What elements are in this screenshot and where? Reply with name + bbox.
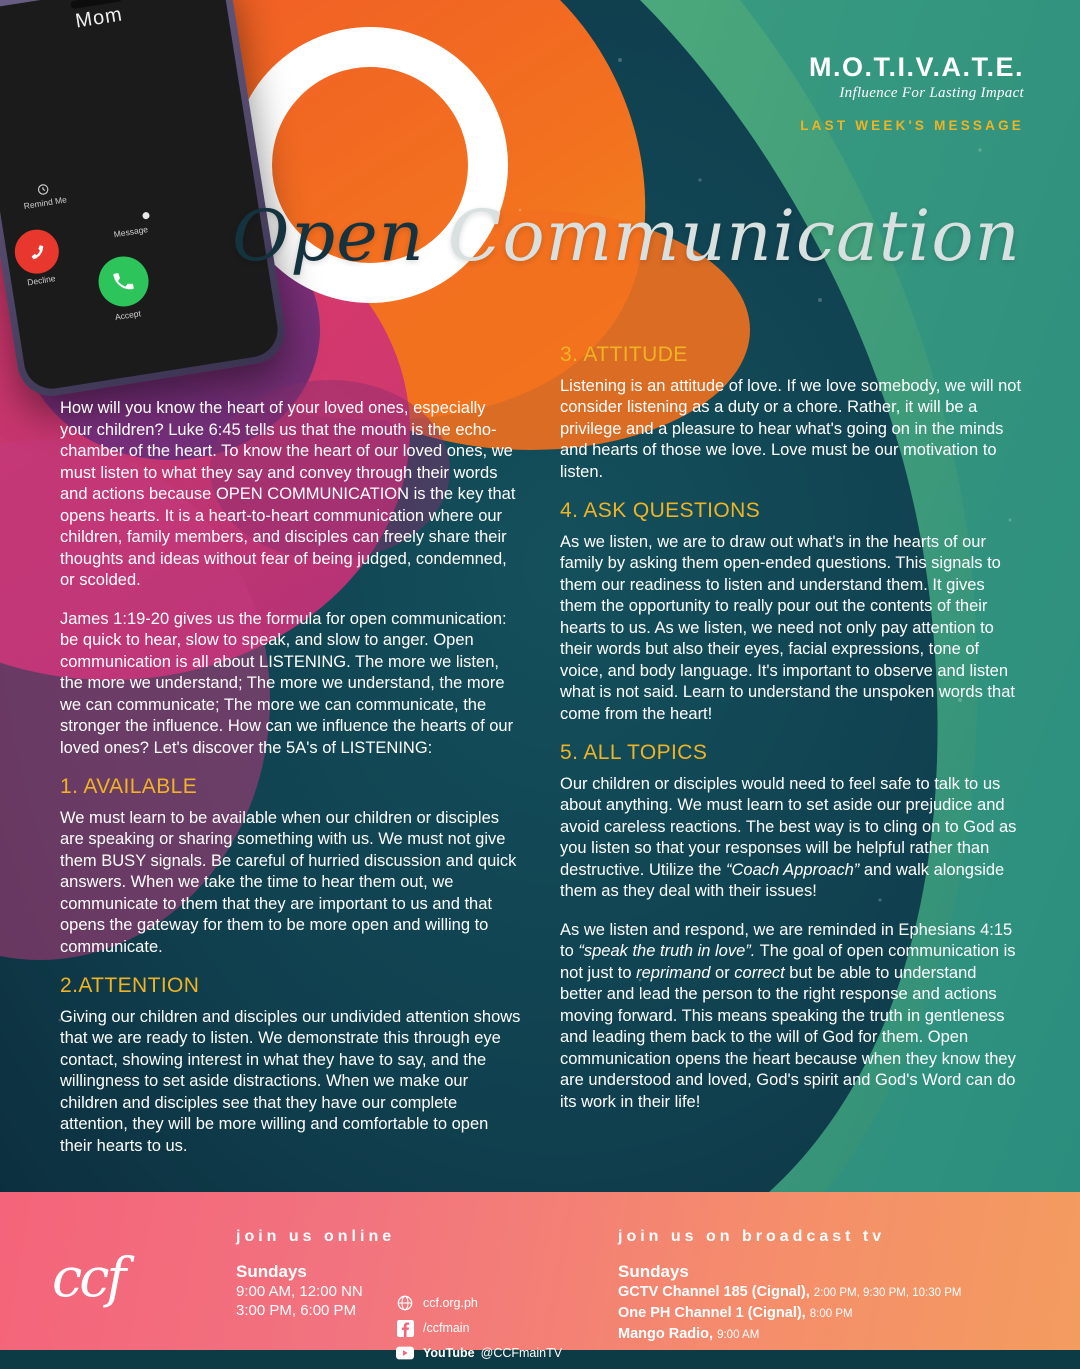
- reprimand-word: reprimand: [636, 963, 711, 982]
- online-times-1: 9:00 AM, 12:00 NN: [236, 1283, 363, 1300]
- motivate-title: M.O.T.I.V.A.T.E.: [808, 52, 1024, 82]
- join-broadcast-heading: join us on broadcast tv: [618, 1228, 886, 1245]
- ccf-logo: [52, 1244, 144, 1325]
- social-links: [396, 1294, 606, 1369]
- all-topics-text-a: Our children or disciples would need to feel safe to talk to us about anything. We must learn to set aside our prejudice and avoid careless reactions. The best way is to cling on to God as you listen so that your responses will be helpful rather than destructive. Utilize the: [560, 774, 1017, 879]
- all-topics-text-b: and walk alongside them as they deal with their issues!: [560, 860, 1005, 900]
- page-title: [232, 195, 1021, 277]
- facebook-label: /ccfmain: [423, 1321, 470, 1335]
- tv-channel-0: GCTV Channel 185 (Cignal),: [618, 1284, 810, 1300]
- tv-times-0: 2:00 PM, 9:30 PM, 10:30 PM: [813, 1287, 962, 1299]
- phone-mockup: [0, 0, 260, 382]
- ephesians-text-b: The goal of open communication is not just to: [560, 942, 1016, 982]
- heading-attitude: 3. ATTITUDE: [560, 343, 688, 366]
- ephesians-text-d: but be able to understand better and lead the person to the right response and actions moving forward. This means speaking the truth in gentleness and leading them back to the will of God for them. Open communication opens the heart because when they know they are understood and loved, God's spirit and God's Word can do its work in their life!: [560, 963, 1016, 1111]
- youtube-icon: [396, 1344, 414, 1362]
- youtube-handle-label: @CCFmainTV: [480, 1346, 563, 1360]
- website-label: ccf.org.ph: [423, 1296, 478, 1310]
- facebook-link[interactable]: [396, 1319, 606, 1337]
- intro-paragraph-1: How will you know the heart of your loved ones, especially your children? Luke 6:45 tells us that the mouth is the echo-chamber of the heart. To know the heart of our loved ones, we must listen to what they say and convey through their words and actions because OPEN COMMUNICATION is the key that opens hearts. It is a heart-to-heart communication where our children, family members, and disciples can freely share their thoughts and ideas without fear of being judged, condemned, or scolded.: [60, 399, 516, 589]
- motivate-branding: [800, 52, 1024, 133]
- message-dot-icon: [142, 212, 150, 220]
- caller-name: Mom: [73, 3, 125, 33]
- tv-sundays-label: Sundays: [618, 1262, 689, 1281]
- phone-hangup-icon: [24, 239, 49, 264]
- ccf-logo-icon: [52, 1244, 144, 1314]
- paragraph-attention: Giving our children and disciples our undivided attention shows that we are ready to listen. We demonstrate this through eye contact, showing interest in what they have to say, and the willingness to set aside distractions. When we make our children and disciples see that they have our complete attention, they will be more willing and comfortable to open their hearts to us.: [60, 1007, 521, 1155]
- online-sundays-label: Sundays: [236, 1262, 307, 1281]
- globe-icon: [396, 1294, 414, 1312]
- phone-icon: [110, 268, 137, 295]
- accept-call-button[interactable]: [95, 253, 152, 310]
- intro-paragraph-2: James 1:19-20 gives us the formula for open communication: be quick to hear, slow to speak, and slow to anger. Open communication is all about LISTENING. The more we listen, the more we understand; The more we understand, the more we can communicate; The more we can communicate, the stronger the influence. How can we influence the hearts of our loved ones? Let's discover the 5A's of LISTENING:: [60, 609, 514, 757]
- tv-row: [618, 1282, 1038, 1303]
- decline-call-button[interactable]: [12, 226, 62, 276]
- join-online-heading: join us online: [236, 1228, 396, 1245]
- heading-available: 1. AVAILABLE: [60, 775, 198, 798]
- paragraph-all-topics: [560, 774, 1022, 903]
- left-text-column: [60, 398, 522, 1174]
- accept-label: Accept: [114, 308, 142, 323]
- motivate-tagline: Influence For Lasting Impact: [839, 85, 1024, 101]
- speak-truth-quote: “speak the truth in love”.: [578, 942, 756, 960]
- page-title-part1: Open: [232, 195, 448, 277]
- paragraph-ephesians: [560, 920, 1022, 1114]
- correct-word: correct: [734, 963, 785, 982]
- tv-row: [618, 1324, 1038, 1345]
- paragraph-available: We must learn to be available when our children or disciples are speaking or sharing something with us. We must not give them BUSY signals. Be careful of hurried discussion and quick answers. When we take the time to hear them out, we communicate to them that they are important to us and that opens the gateway for them to be more open and willing to communicate.: [60, 808, 517, 956]
- heading-attention: 2.ATTENTION: [60, 974, 200, 997]
- website-link[interactable]: [396, 1294, 606, 1312]
- coach-approach-quote: “Coach Approach”: [725, 860, 860, 879]
- page-title-part2: Communication: [447, 195, 1021, 277]
- youtube-link[interactable]: [396, 1344, 606, 1362]
- join-broadcast-block: [618, 1228, 1038, 1345]
- right-text-column: [560, 340, 1022, 1130]
- decline-label: Decline: [26, 273, 57, 288]
- ephesians-text-a: As we listen and respond, we are reminded in Ephesians 4:15 to: [560, 920, 1013, 960]
- tv-times-2: 9:00 AM: [717, 1329, 760, 1341]
- heading-all-topics: 5. ALL TOPICS: [560, 741, 708, 764]
- heading-ask-questions: 4. ASK QUESTIONS: [560, 499, 761, 522]
- tv-row: [618, 1303, 1038, 1324]
- facebook-icon: [396, 1319, 414, 1337]
- online-times-2: 3:00 PM, 6:00 PM: [236, 1302, 357, 1319]
- tv-times-1: 8:00 PM: [809, 1308, 853, 1320]
- youtube-brand-label: YouTube: [423, 1346, 475, 1360]
- ephesians-text-c: or: [710, 963, 735, 982]
- message-label: Message: [113, 224, 149, 240]
- paragraph-ask-questions: As we listen, we are to draw out what's in the hearts of our family by asking them open-ended questions. This signals to them our readiness to listen and understand them. It gives them the opportunity to really pour out the contents of their hearts to us. As we listen, we need not only pay attention to their words but also their eyes, facial expressions, tone of voice, and body language. It's important to observe and listen what is not said. Learn to understand the unspoken words that come from the heart!: [560, 532, 1015, 723]
- svg-text:ccf: ccf: [52, 1246, 124, 1309]
- tv-channel-2: Mango Radio,: [618, 1326, 714, 1342]
- footer: [0, 1192, 1080, 1360]
- join-online-block: [236, 1228, 576, 1360]
- remind-me-label: Remind Me: [12, 177, 75, 212]
- last-week-message-label: LAST WEEK'S MESSAGE: [800, 118, 1024, 133]
- tv-channel-1: One PH Channel 1 (Cignal),: [618, 1305, 806, 1321]
- paragraph-attitude: Listening is an attitude of love. If we love somebody, we will not consider listening as a duty or a chore. Rather, it will be a privilege and a pleasure to hear what's going on in the minds and hearts of those we love. Love must be our motivation to listen.: [560, 376, 1022, 481]
- alarm-icon: [35, 181, 51, 197]
